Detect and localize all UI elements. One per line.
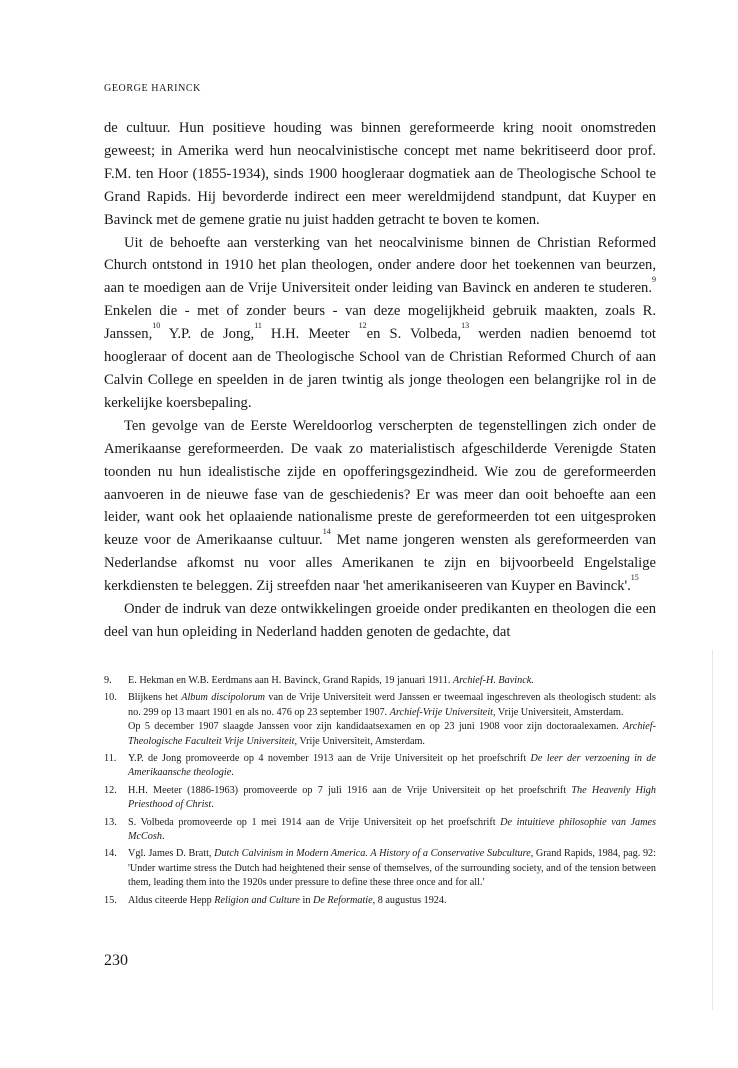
footnote-item <box>104 816 656 845</box>
footnote-run: Y.P. de Jong promoveerde op 4 november 1913 aan de Vrije Universiteit op het proefschrift <box>128 753 531 765</box>
footnote-run: . <box>231 767 234 779</box>
footnotes <box>104 674 656 911</box>
footnote-item <box>104 752 656 781</box>
paragraph-4: Onder de indruk van deze ontwikkelingen groeide onder predikanten en theologen die een deel van hun opleiding in Nederland hadden genoten de gedachte, dat <box>104 601 656 640</box>
footnote-item <box>104 784 656 813</box>
footnote-title: Archief-Theologische Faculteit Vrije Universiteit <box>128 721 656 747</box>
footnote-ref[interactable]: 10 <box>152 321 161 331</box>
text-run: Met name jongeren wensten als gereformeerden van Nederlandse afkomst nu voor alles Amerikanen te zijn en bijvoorbeeld Engelstalige kerkdiensten te beleggen. Zij streefden naar 'het amerikaniseeren van Kuyper en Bavinck'. <box>104 532 656 595</box>
footnote-text <box>128 847 656 890</box>
paragraph-1: de cultuur. Hun positieve houding was binnen gereformeerde kring nooit onomstreden geweest; in Amerika werd hun neocalvinistische concept met name bekritiseerd door prof. F.M. ten Hoor (1855-1934), sinds 1900 hoogleraar dogmatiek aan de Theologische School te Grand Rapids. Hij bevorderde indirect een meer wereldmijdend standpunt, dat Kuyper en Bavinck met de gemene gratie nu juist hadden getracht te boven te komen. <box>104 120 656 228</box>
text-run: Y.P. de Jong, <box>160 326 255 343</box>
footnote-continuation <box>128 720 656 749</box>
footnote-run: in <box>299 894 313 906</box>
footnote-run: , Vrije Universiteit, Amsterdam. <box>493 706 624 718</box>
footnote-run: . <box>211 799 214 811</box>
footnote-text <box>128 691 656 749</box>
paragraph-2 <box>104 232 656 415</box>
footnote-ref[interactable]: 13 <box>461 321 470 331</box>
footnote-run: , 8 augustus 1924. <box>372 894 447 906</box>
footnote-text <box>128 674 656 688</box>
footnote-number: 13. <box>104 816 117 828</box>
footnote-title: Religion and Culture <box>214 894 300 906</box>
footnote-ref[interactable]: 15 <box>630 573 639 583</box>
footnote-title: De Reformatie <box>312 894 373 906</box>
footnote-item <box>104 674 656 688</box>
footnote-ref[interactable]: 11 <box>254 321 262 331</box>
footnote-item <box>104 847 656 890</box>
text-run: H.H. Meeter <box>261 326 359 343</box>
text-run: Uit de behoefte aan versterking van het neocalvinisme binnen de Christian Reformed Church ontstond in 1910 het plan theologen, onder andere door het toekennen van beurzen, aan te moedigen aan de Vrije Universiteit onder leiding van Bavinck en anderen te studeren. <box>104 234 656 297</box>
footnote-run: S. Volbeda promoveerde op 1 mei 1914 aan de Vrije Universiteit op het proefschrift <box>128 816 501 828</box>
footnote-run: Aldus citeerde Hepp <box>128 894 215 906</box>
running-head: GEORGE HARINCK <box>104 83 202 94</box>
footnote-text <box>128 894 656 908</box>
footnote-item <box>104 894 656 908</box>
footnote-run: Vgl. James D. Bratt, <box>128 848 215 860</box>
footnote-number: 9. <box>104 675 112 686</box>
footnote-run: Op 5 december 1907 slaagde Janssen voor zijn kandidaatsexamen en op 23 juni 1908 voor zijn doctoraalexamen. <box>128 721 623 733</box>
text-run: Ten gevolge van de Eerste Wereldoorlog verscherpten de tegenstellingen zich onder de Amerikaanse gereformeerden. De vaak zo materialistisch afgeschilderde Verenigde Staten toonden nu hun idealistische zijde en opofferingsgezindheid. Wie zou de gereformeerden aanvoeren in de nieuwe fase van de geschiedenis? Er was meer dan ooit behoefte aan een leider, want ook het oplaaiende nationalisme preste de gereformeerden tot een uitgesproken keuze voor de Amerikaanse cultuur. <box>104 417 656 549</box>
footnote-title: Archief-Vrije Universiteit <box>389 706 493 718</box>
footnote-title: De intuitieve philosophie van James McCosh <box>128 816 656 843</box>
footnote-number: 14. <box>104 848 117 860</box>
footnote-run: van de Vrije Universiteit werd Janssen er tweemaal ingeschreven als theologisch student: als no. 299 op 13 maart 1901 en als no. 476 op 23 september 1907. <box>128 692 656 718</box>
footnote-title: Dutch Calvinism in Modern America. A History of a Conservative Subculture <box>214 848 531 860</box>
footnote-text <box>128 752 656 781</box>
footnote-text <box>128 784 656 813</box>
text-run: en S. Volbeda, <box>366 326 462 343</box>
footnote-number: 12. <box>104 784 117 796</box>
footnote-ref[interactable]: 12 <box>358 321 367 331</box>
footnote-title: De leer der verzoening in de Amerikaansche theologie <box>128 753 656 779</box>
footnote-run: Blijkens het <box>128 692 182 704</box>
footnote-run: , Grand Rapids, 1984, pag. 92: 'Under wartime stress the Dutch had heightened their sense of themselves, of the surrounding society, and of the tension between them, leading them into the 1920s under pressure to define these three once and for all.' <box>128 848 656 889</box>
footnote-number: 15. <box>104 894 117 906</box>
footnote-title: Archief-H. Bavinck. <box>452 675 534 686</box>
scan-margin-line <box>712 650 713 1010</box>
footnote-number: 11. <box>104 753 117 765</box>
footnote-run: . <box>161 831 165 843</box>
body-text <box>104 117 656 644</box>
text-run: werden nadien benoemd tot hoogleraar of docent aan de Theologische School van de Christian Reformed Church of aan Calvin College en speelden in de jaren twintig als jonge theologen een belangrijke rol in de kerkelijke koersbepaling. <box>104 326 656 411</box>
footnote-text <box>128 816 656 845</box>
footnote-number: 10. <box>104 692 117 704</box>
footnote-run: , Vrije Universiteit, Amsterdam. <box>294 735 425 747</box>
page-number: 230 <box>104 952 128 969</box>
footnote-item <box>104 691 656 749</box>
footnote-run: H.H. Meeter (1886-1963) promoveerde op 7 juli 1916 aan de Vrije Universiteit op het proefschrift <box>128 784 572 796</box>
footnote-run: E. Hekman en W.B. Eerdmans aan H. Bavinck, Grand Rapids, 19 januari 1911. <box>128 675 453 686</box>
text-run: Enkelen die - met of zonder beurs - van deze mogelijkheid gebruik maakten, zoals R. Janssen, <box>104 303 656 343</box>
footnote-ref[interactable]: 9 <box>652 275 656 285</box>
footnote-title: Album discipolorum <box>181 692 266 704</box>
paragraph-3 <box>104 415 656 598</box>
footnote-ref[interactable]: 14 <box>322 527 331 537</box>
footnote-title: The Heavenly High Priesthood of Christ <box>128 784 656 811</box>
